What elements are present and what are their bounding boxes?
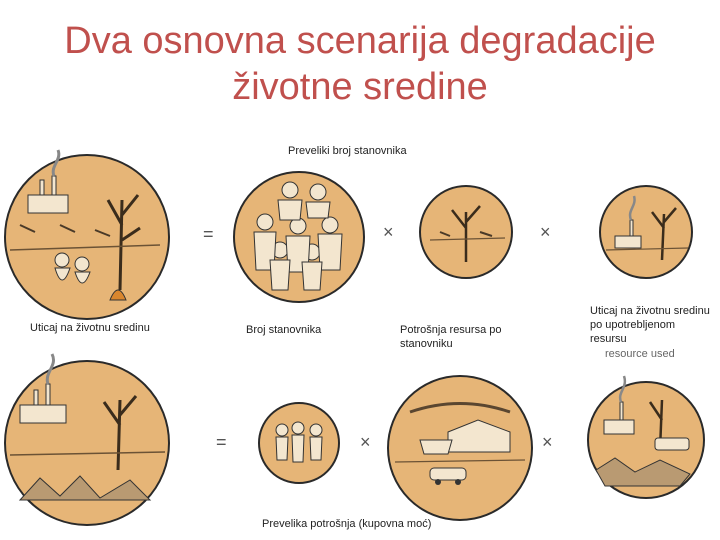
operator-equals-row2: = xyxy=(216,432,227,452)
label-impact-per-resource: Uticaj na životnu sredinu po upotrebljenom resursu xyxy=(590,305,710,345)
operator-times-row1-b: × xyxy=(540,222,551,242)
disc-consumption-small xyxy=(420,186,512,278)
label-overconsumption: Prevelika potrošnja (kupovna moć) xyxy=(262,518,432,530)
operator-times-row2-b: × xyxy=(542,432,553,452)
disc-consumption-large xyxy=(388,376,532,520)
operator-times-row2-a: × xyxy=(360,432,371,452)
disc-impact-overconsumption xyxy=(5,354,169,525)
label-resource-used: resource used xyxy=(605,348,675,360)
title-line-2: životne sredine xyxy=(232,66,488,108)
disc-population-small xyxy=(259,403,339,483)
label-consumption-per-person: Potrošnja resursa po stanovniku xyxy=(400,324,502,350)
label-population: Broj stanovnika xyxy=(246,324,322,336)
disc-impact-per-resource-row2 xyxy=(588,376,704,498)
label-overpopulation: Preveliki broj stanovnika xyxy=(288,145,407,157)
disc-impact-overpopulation xyxy=(5,150,169,319)
operator-times-row1-a: × xyxy=(383,222,394,242)
operator-equals-row1: = xyxy=(203,224,214,244)
title-line-1: Dva osnovna scenarija degradacije xyxy=(64,20,656,62)
disc-population-large xyxy=(234,172,364,302)
disc-impact-per-resource-small xyxy=(600,186,692,278)
label-environmental-impact: Uticaj na životnu sredinu xyxy=(30,322,150,334)
